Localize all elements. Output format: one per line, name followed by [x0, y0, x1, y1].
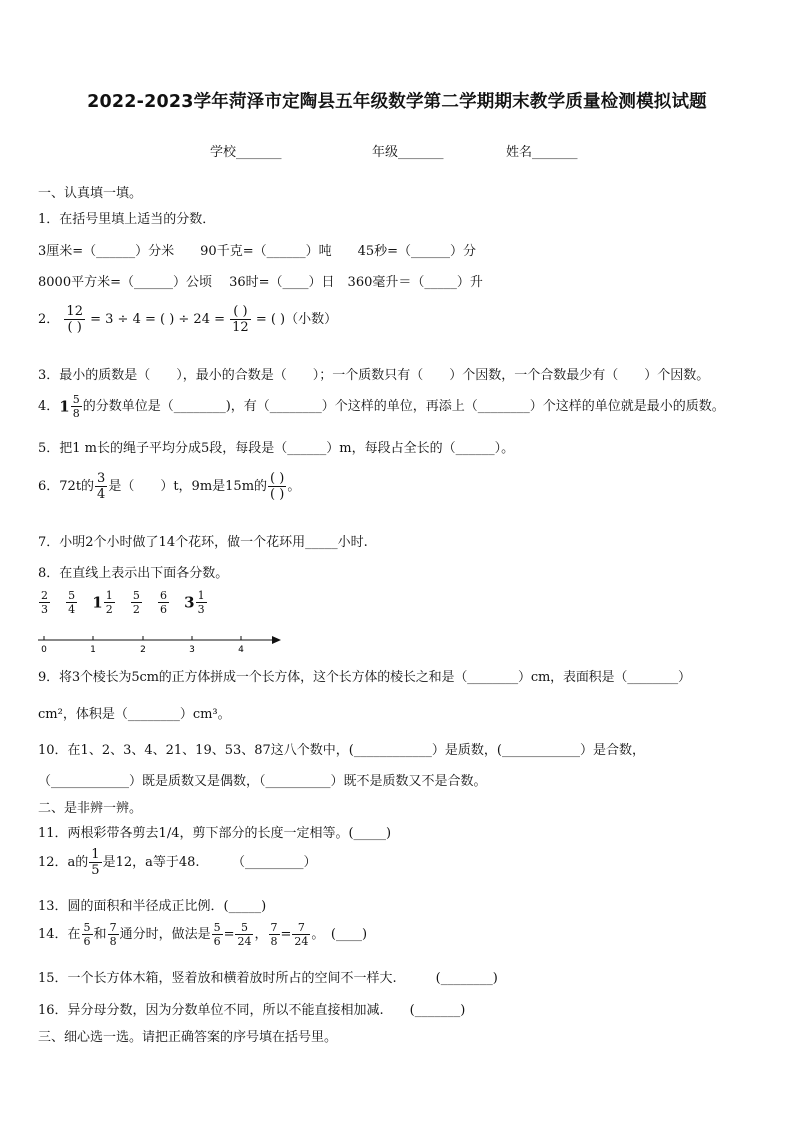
fraction-item-4: $\frac{5}{2}$	[132, 589, 140, 616]
fraction: $\frac{5}{6}$	[213, 921, 221, 948]
question-8-fraction-list	[38, 590, 208, 615]
question-2	[38, 305, 337, 334]
fraction: $\frac{1}{5}$	[91, 847, 100, 878]
school-field: 学校_______	[210, 145, 282, 160]
question-11: 11．两根彩带各剪去1/4，剪下部分的长度一定相等。(_____)	[38, 826, 392, 841]
question-3: 3．最小的质数是（ ），最小的合数是（ ）；一个质数只有（ ）个因数，一个合数最少有（ ）个因数。	[38, 368, 710, 383]
question-16: 16．异分母分数，因为分数单位不同，所以不能直接相加减. (_______)	[38, 1003, 466, 1018]
question-1-row-1: 3厘米=（______）分米 90千克=（______）吨 45秒=（______）分	[38, 244, 477, 259]
question-9-line-1: 9．将3个棱长为5cm的正方体拼成一个长方体，这个长方体的棱长之和是（________）cm，表面积是（________）	[38, 670, 691, 685]
question-8-stem: 8．在直线上表示出下面各分数。	[38, 566, 229, 581]
fraction: $\frac{12}{( )}$	[66, 304, 83, 335]
section-3-heading: 三、细心选一选。请把正确答案的序号填在括号里。	[38, 1030, 338, 1045]
fraction: $\frac{( )}{12}$	[232, 304, 249, 335]
question-12: 12．a的 $\frac{1}{5}$ 是12，a等于48. （_________）	[38, 847, 317, 878]
question-2-middle: = 3 ÷ 4 = ( ) ÷ 24 =	[90, 312, 225, 327]
name-field: 姓名_______	[506, 145, 578, 160]
fraction-item-6: 3 $\frac{1}{3}$	[184, 589, 205, 616]
question-2-tail: = ( )（小数）	[255, 312, 338, 327]
question-1-stem: 1．在括号里填上适当的分数．	[38, 212, 216, 227]
page-title: 2022-2023学年菏泽市定陶县五年级数学第二学期期末教学质量检测模拟试题	[87, 92, 707, 112]
question-4-text: 的分数单位是（________)，有（________）个这样的单位，再添上（________）个这样的单位就是最小的质数。	[82, 399, 725, 414]
fraction: $\frac{7}{8}$	[109, 921, 117, 948]
grade-field: 年级_______	[372, 145, 444, 160]
fraction: $\frac{7}{8}$	[270, 921, 278, 948]
arrow-icon	[272, 636, 281, 644]
number-line	[36, 630, 286, 656]
question-9-line-2: cm²，体积是（________）cm³。	[38, 707, 231, 722]
fraction: $\frac{( )}{( )}$	[270, 471, 285, 502]
question-10-line-2: （____________）既是质数又是偶数，（__________）既不是质数又不是合数。	[38, 774, 487, 789]
question-1-row-2: 8000平方米=（______）公顷 36时=（____）日 360毫升＝（_____）升	[38, 275, 483, 290]
question-15: 15．一个长方体木箱，竖着放和横着放时所占的空间不一样大. (________)	[38, 971, 498, 986]
mixed-number-whole: 1	[59, 397, 70, 416]
fraction: $\frac{5}{24}$	[237, 921, 252, 948]
section-2-heading: 二、是非辨一辨。	[38, 801, 143, 816]
fraction-item-2: $\frac{5}{4}$	[68, 589, 76, 616]
question-5: 5．把1 m长的绳子平均分成5段，每段是（______）m，每段占全长的（______）。	[38, 441, 515, 456]
question-14: 14．在 $\frac{5}{6}$ 和 $\frac{7}{8}$ 通分时，做法是 $\frac{5}{6}$ = $\frac{5}{24}$ ， $\frac{7}{8}$ = $\frac{7}{24}$ 。 (____)	[38, 921, 368, 948]
question-7: 7．小明2个小时做了14个花环，做一个花环用_____小时.	[38, 535, 368, 550]
tick-label-0: 0	[41, 645, 47, 655]
question-4: 4．1 $\frac{5}{8}$ 的分数单位是（________)，有（________）个这样的单位，再添上（________）个这样的单位就是最小的质数。	[38, 393, 725, 420]
tick-label-1: 1	[90, 645, 96, 655]
fraction-item-1: $\frac{2}{3}$	[41, 589, 48, 616]
tick-label-2: 2	[140, 645, 146, 655]
tick-label-3: 3	[189, 645, 195, 655]
section-1-heading: 一、认真填一填。	[38, 186, 143, 201]
fraction-item-3: 1 $\frac{1}{2}$	[92, 589, 113, 616]
fraction: $\frac{5}{6}$	[83, 921, 91, 948]
tick-label-4: 4	[238, 645, 244, 655]
fraction-item-5: $\frac{6}{6}$	[160, 589, 167, 616]
question-10-line-1: 10．在1、2、3、4、21、19、53、87这八个数中，(____________）是质数，(____________）是合数，	[38, 743, 645, 758]
question-6: 6．72t的 $\frac{3}{4}$ 是（ ）t，9m是15m的 $\frac{( )}{( )}$ 。	[38, 471, 301, 502]
fraction: $\frac{5}{8}$	[72, 393, 80, 420]
question-2-number: 2．	[38, 312, 60, 327]
fraction: $\frac{7}{24}$	[294, 921, 309, 948]
fraction: $\frac{3}{4}$	[97, 471, 106, 502]
question-13: 13．圆的面积和半径成正比例．(_____)	[38, 899, 267, 914]
